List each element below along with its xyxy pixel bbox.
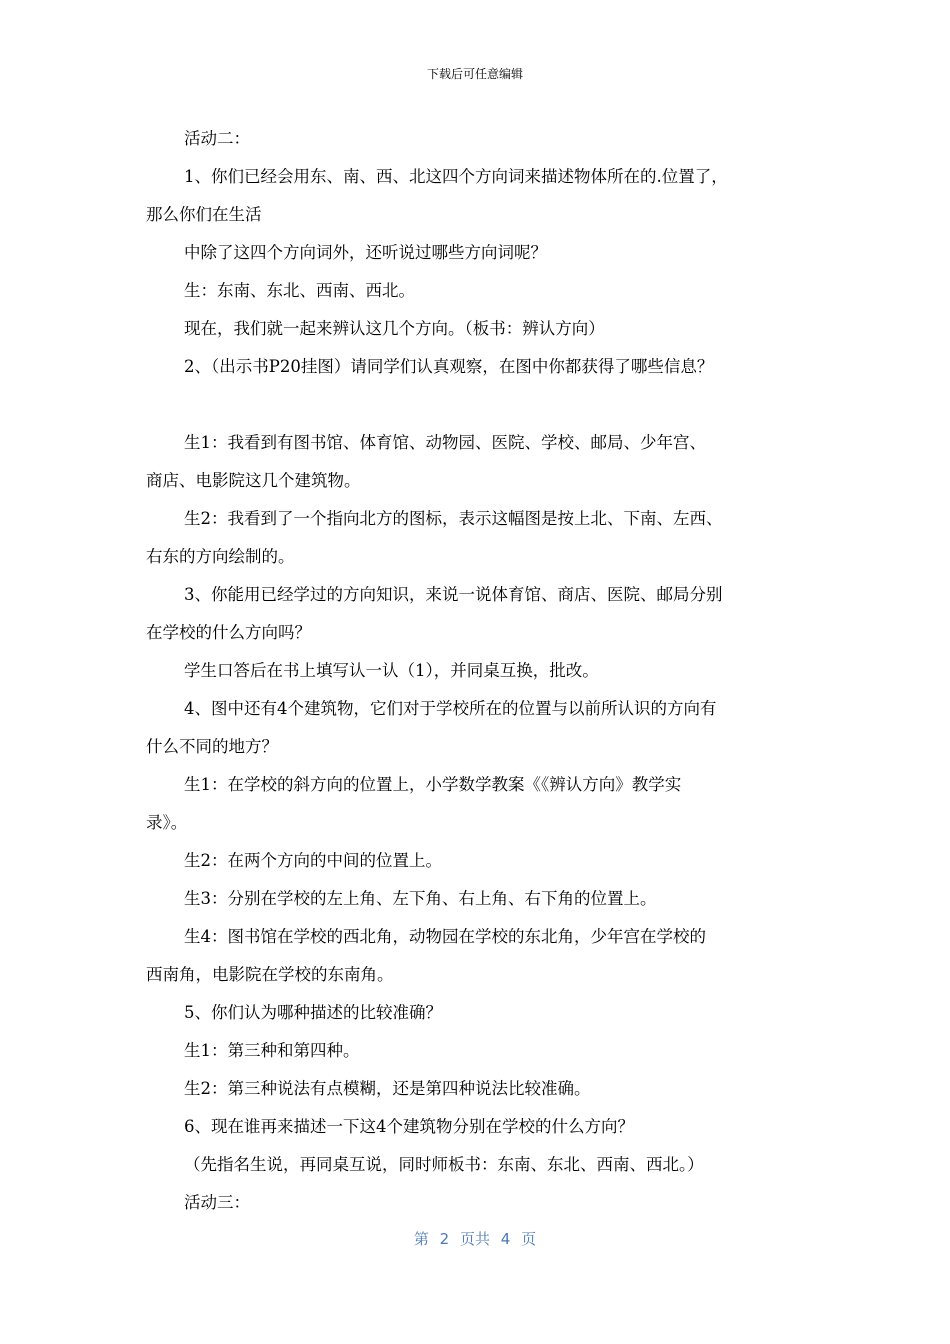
blank-gap (146, 386, 810, 424)
paragraph-instruction: （先指名生说，再同桌互说，同时师板书：东南、东北、西南、西北。） (184, 1155, 704, 1174)
paragraph-question-3-line-1: 3、你能用已经学过的方向知识，来说一说体育馆、商店、医院、邮局分别 (184, 585, 723, 604)
paragraph-board-note: 现在，我们就一起来辨认这几个方向。（板书：辨认方向） (184, 319, 605, 338)
paragraph-question-4-line-2: 什么不同的地方？ (146, 737, 278, 756)
paragraph-question-1-cont: 中除了这四个方向词外，还听说过哪些方向词呢？ (184, 243, 547, 262)
footer-suffix: 页 (521, 1230, 537, 1248)
footer-middle: 页共 (459, 1230, 490, 1248)
paragraph-answer-1-line-1: 生1：在学校的斜方向的位置上，小学数学教案《《辨认方向》教学实 (184, 775, 682, 794)
paragraph-answer-5-1: 生1：第三种和第四种。 (184, 1041, 360, 1060)
paragraph-student-2-line-1: 生2：我看到了一个指向北方的图标，表示这幅图是按上北、下南、左西、 (184, 509, 723, 528)
paragraph-activity-three: 活动三： (184, 1193, 250, 1212)
paragraph-question-5: 5、你们认为哪种描述的比较准确？ (184, 1003, 442, 1022)
paragraph-question-4-line-1: 4、图中还有4个建筑物，它们对于学校所在的位置与以前所认识的方向有 (184, 699, 717, 718)
paragraph-student-answer: 生：东南、东北、西南、西北。 (184, 281, 415, 300)
document-body (146, 120, 810, 1222)
footer-prefix: 第 (413, 1230, 429, 1248)
paragraph-question-1-line-2: 那么你们在生活 (146, 205, 262, 224)
paragraph-answer-3: 生3：分别在学校的左上角、左下角、右上角、右下角的位置上。 (184, 889, 657, 908)
paragraph-question-1-line-1: 1、你们已经会用东、南、西、北这四个方向词来描述物体所在的.位置了， (184, 167, 728, 186)
paragraph-question-3-line-2: 在学校的什么方向吗？ (146, 623, 311, 642)
paragraph-activity-two: 活动二： (184, 129, 250, 148)
paragraph-student-1-line-2: 商店、电影院这几个建筑物。 (146, 471, 361, 490)
paragraph-student-2-line-2: 右东的方向绘制的。 (146, 547, 295, 566)
paragraph-student-1 (146, 424, 810, 500)
paragraph-answer-1 (146, 766, 810, 842)
paragraph-answer-2: 生2：在两个方向的中间的位置上。 (184, 851, 442, 870)
paragraph-student-2 (146, 500, 810, 576)
paragraph-student-oral: 学生口答后在书上填写认一认（1），并同桌互换，批改。 (184, 661, 599, 680)
paragraph-answer-4-line-1: 生4：图书馆在学校的西北角，动物园在学校的东北角，少年宫在学校的 (184, 927, 706, 946)
paragraph-question-4 (146, 690, 810, 766)
paragraph-answer-5-2: 生2：第三种说法有点模糊，还是第四种说法比较准确。 (184, 1079, 591, 1098)
page-header: 下载后可任意编辑 (426, 67, 523, 81)
footer-page-number: 2 (439, 1230, 450, 1248)
page-footer (0, 1229, 950, 1249)
paragraph-student-1-line-1: 生1：我看到有图书馆、体育馆、动物园、医院、学校、邮局、少年宫、 (184, 433, 706, 452)
paragraph-answer-4-line-2: 西南角，电影院在学校的东南角。 (146, 965, 394, 984)
paragraph-answer-4 (146, 918, 810, 994)
paragraph-question-6: 6、现在谁再来描述一下这4个建筑物分别在学校的什么方向？ (184, 1117, 634, 1136)
paragraph-answer-1-line-2: 录》。 (146, 813, 188, 832)
paragraph-question-3 (146, 576, 810, 652)
footer-total-pages: 4 (500, 1230, 511, 1248)
paragraph-question-2: 2、（出示书P20挂图）请同学们认真观察，在图中你都获得了哪些信息？ (184, 357, 714, 376)
paragraph-question-1 (146, 158, 810, 234)
